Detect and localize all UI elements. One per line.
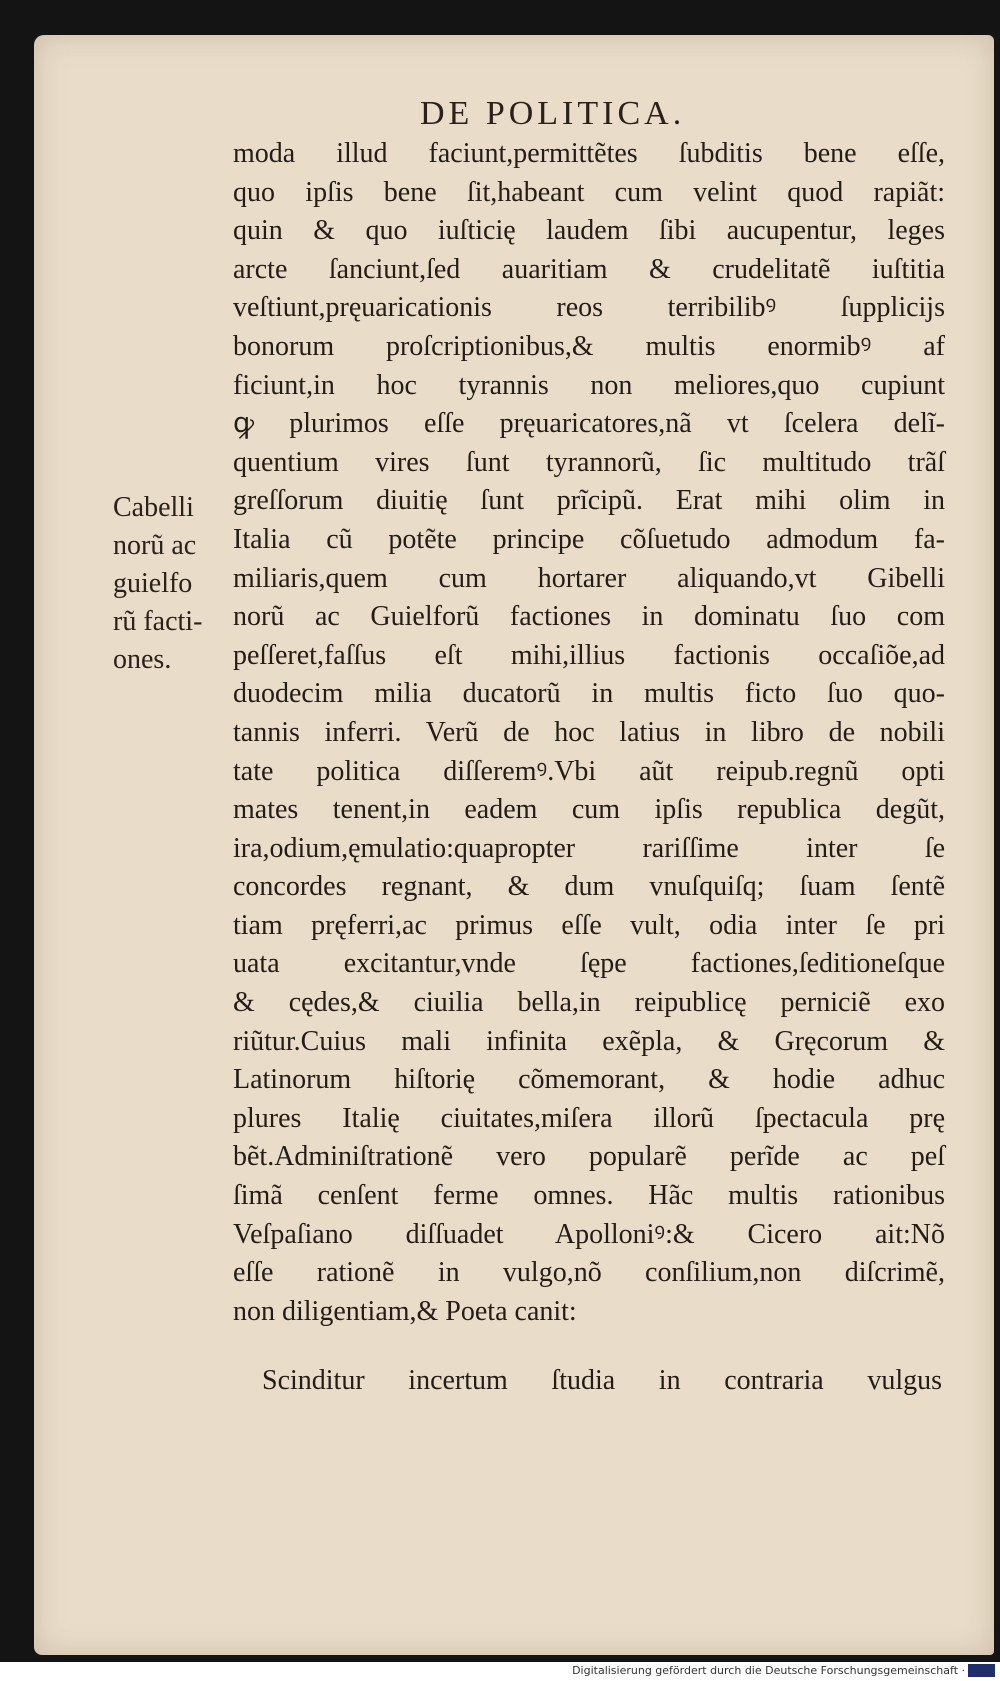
body-line: miliaris,quem cum hortarer aliquando,vt Gibelli (233, 562, 945, 594)
body-line: bẽt.Adminiſtrationẽ vero popularẽ perĩde ac peſ (233, 1141, 945, 1173)
body-line: Veſpaſiano diſſuadet Apolloniꝰ:& Cicero ait:Nõ (233, 1218, 945, 1250)
body-line: peſſeret,faſſus eſt mihi,illius factionis occaſiõe,ad (233, 639, 945, 671)
body-line: ꝙ plurimos eſſe pręuaricatores,nã vt ſcelera delĩ- (233, 408, 945, 440)
body-line: eſſe rationẽ in vulgo,nõ conſilium,non diſcrimẽ, (233, 1257, 945, 1289)
body-line: bonorum proſcriptionibus,& multis enormibꝰ af (233, 330, 945, 362)
marginal-note-line: Cabelli (113, 492, 194, 523)
body-line: Italia cũ potẽte principe cõſuetudo admodum fa- (233, 523, 945, 555)
body-line: & cędes,& ciuilia bella,in reipublicę perniciẽ exo (233, 987, 945, 1019)
marginal-note-line: ones. (113, 644, 172, 675)
running-head: DE POLITICA. (420, 95, 686, 132)
body-line: quentium vires ſunt tyrannorũ, ſic multitudo trãſ (233, 446, 945, 478)
marginal-note-line: rũ facti- (113, 606, 203, 637)
footer-credit: Digitalisierung gefördert durch die Deutsche Forschungsgemeinschaft · (572, 1664, 965, 1677)
body-line: quo ipſis bene ſit,habeant cum velint quod rapiãt: (233, 176, 945, 208)
body-line: non diligentiam,& Poeta canit: (233, 1295, 577, 1327)
body-line: veſtiunt,pręuaricationis reos terribilibꝰ ſupplicijs (233, 292, 945, 324)
body-line: concordes regnant, & dum vnuſquiſq; ſuam ſentẽ (233, 871, 945, 903)
body-line: ira,odium,ęmulatio:quapropter rariſſime inter ſe (233, 832, 945, 864)
body-line: tate politica diſſeremꝰ.Vbi aũt reipub.regnũ opti (233, 755, 945, 787)
dfg-logo-icon (968, 1664, 995, 1677)
body-line: norũ ac Guielforũ factiones in dominatu ſuo com (233, 601, 945, 633)
body-line: moda illud faciunt,permittẽtes ſubditis bene eſſe, (233, 138, 945, 169)
marginal-note (113, 489, 231, 679)
marginal-note-line: guielfo (113, 568, 193, 599)
body-text (233, 135, 945, 1331)
body-line: quin & quo iuſticię laudem ſibi aucupentur, leges (233, 215, 945, 247)
body-line: plures Italię ciuitates,miſera illorũ ſpectacula prę (233, 1102, 945, 1134)
body-line: duodecim milia ducatorũ in multis ficto ſuo quo- (233, 678, 945, 710)
body-line: uata excitantur,vnde ſępe factiones,ſeditioneſque (233, 948, 945, 980)
body-line: greſſorum diuitię ſunt prĩcipũ. Erat mihi olim in (233, 485, 945, 517)
marginal-note-line: norũ ac (113, 530, 197, 561)
body-line: mates tenent,in eadem cum ipſis republica degũt, (233, 794, 945, 826)
body-line: ſimã cenſent ferme omnes. Hãc multis rationibus (233, 1180, 945, 1212)
body-line: Latinorum hiſtorię cõmemorant, & hodie adhuc (233, 1064, 945, 1096)
body-line: riũtur.Cuius mali infinita exẽpla, & Gręcorum & (233, 1025, 945, 1057)
verse-line: Scinditur incertum ſtudia in contraria vulgus (262, 1365, 942, 1396)
body-line: ficiunt,in hoc tyrannis non meliores,quo cupiunt (233, 369, 945, 401)
body-line: tiam pręferri,ac primus eſſe vult, odia inter ſe pri (233, 909, 945, 941)
body-line: arcte ſanciunt,ſed auaritiam & crudelitatẽ iuſtitia (233, 253, 945, 285)
body-line: tannis inferri. Verũ de hoc latius in libro de nobili (233, 716, 945, 748)
